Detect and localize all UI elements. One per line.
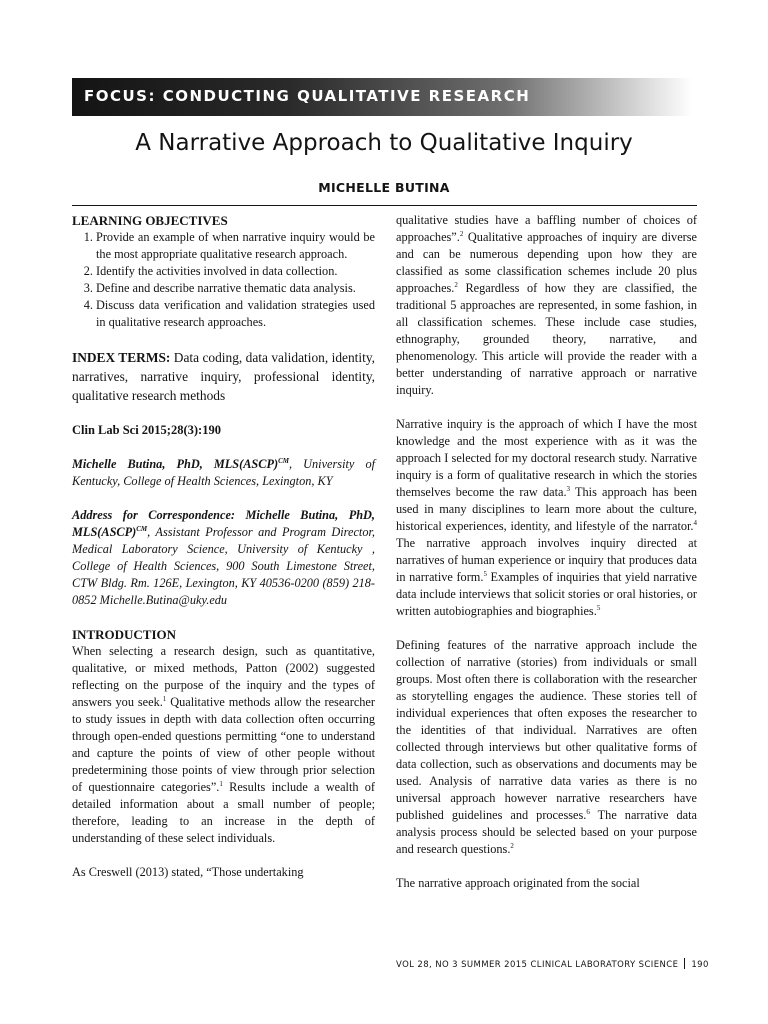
footer-divider <box>684 958 685 969</box>
footnote-ref: 2 <box>459 229 464 238</box>
text-run: The narrative data analysis process should be selected based on your purpose and research questions. <box>396 808 697 856</box>
credential-sup: CM <box>136 524 148 533</box>
page-number: 190 <box>691 960 709 970</box>
list-item: 2. Identify the activities involved in data collection. <box>96 263 375 280</box>
introduction-heading: INTRODUCTION <box>72 627 177 642</box>
footnote-ref: 3 <box>566 484 571 493</box>
text-run: This approach has been used in many disciplines to learn more about the culture, historical experiences, identity, and lifestyle of the narrator. <box>396 485 698 533</box>
journal-issue: VOL 28, NO 3 SUMMER 2015 CLINICAL LABORATORY SCIENCE <box>396 960 679 970</box>
creswell-paragraph: As Creswell (2013) stated, “Those undertaking <box>72 865 304 879</box>
footnote-ref: 2 <box>454 280 458 289</box>
header-rule <box>72 205 697 206</box>
index-terms-label: INDEX TERMS: <box>72 350 171 365</box>
journal-citation: Clin Lab Sci 2015;28(3):190 <box>72 423 221 437</box>
footnote-ref: 5 <box>483 569 487 578</box>
index-terms <box>72 348 375 405</box>
article-title: A Narrative Approach to Qualitative Inquiry <box>135 130 633 156</box>
correspondence-text: , Assistant Professor and Program Director, Medical Laboratory Science, University of Kentucky , College of Health Sciences, 900 South Limestone Street, CTW Bldg. Rm. 126E, Lexington, KY 40536-0200 (859) 218-0852 Michelle.Butina@uky.edu <box>72 525 375 607</box>
footnote-ref: 1 <box>162 694 167 703</box>
body-paragraph <box>396 637 697 858</box>
footnote-ref: 1 <box>219 779 223 788</box>
text-run: qualitative studies have a baffling number of choices of approaches”. <box>396 213 697 244</box>
footnote-ref: 6 <box>586 807 590 816</box>
affiliation-text: , University of Kentucky, College of Health Sciences, Lexington, KY <box>72 457 376 488</box>
footnote-ref: 5 <box>596 603 601 612</box>
text-run: When selecting a research design, such as quantitative, qualitative, or mixed methods, Patton (2002) suggested reflecting on the purpose of the inquiry and the types of answers you seek. <box>72 644 375 709</box>
author-affiliation <box>72 456 375 490</box>
footnote-ref: 4 <box>693 518 697 527</box>
footnote-ref: 2 <box>510 841 514 850</box>
left-column <box>72 212 375 881</box>
author-name: MICHELLE BUTINA <box>318 180 450 195</box>
text-run: Examples of inquiries that yield narrative data include interviews that solicit stories or oral histories, or written autobiographies and biographies. <box>396 570 697 618</box>
right-column <box>396 212 697 892</box>
objectives-heading: LEARNING OBJECTIVES <box>72 213 228 228</box>
text-run: Narrative inquiry is the approach of which I have the most knowledge and the most experience with as it was the approach I selected for my doctoral research study. Narrative inquiry is a form of qualitative research in which the stories themselves become the raw data. <box>396 417 697 499</box>
correspondence-label: Address for Correspondence: Michelle Butina, PhD, MLS(ASCP) <box>72 508 375 539</box>
banner-text: FOCUS: CONDUCTING QUALITATIVE RESEARCH <box>84 87 531 105</box>
introduction-paragraph <box>72 643 375 847</box>
text-run: Qualitative approaches of inquiry are diverse and can be numerous depending upon how they are classified as some classification schemes include 20 plus approaches. <box>396 230 697 295</box>
page-footer <box>396 958 709 970</box>
body-paragraph <box>396 212 697 399</box>
text-run: Qualitative methods allow the researcher to study issues in depth with data collection often occurring through open-ended questions permitting “one to understand and capture the points of view of other people without predetermining those points of view through prior selection of questionnaire categories”. <box>72 695 375 794</box>
body-paragraph <box>396 416 697 620</box>
body-paragraph: The narrative approach originated from the social <box>396 876 640 890</box>
section-banner <box>72 78 692 116</box>
credential-sup: CM <box>278 456 289 465</box>
index-terms-text: Data coding, data validation, identity, narratives, narrative inquiry, professional identity, qualitative research methods <box>72 350 375 403</box>
affiliation-name: Michelle Butina, PhD, MLS(ASCP) <box>72 457 279 471</box>
text-run: Results include a wealth of detailed information about a small number of people; therefore, leading to an increase in the depth of understanding of these select individuals. <box>72 780 376 845</box>
text-run: Defining features of the narrative approach include the collection of narrative (stories) from individuals or small groups. Most often there is collaboration with the researcher as storytelling engages the audience. These stories tell of individual experiences that often exposes the researcher to the identities of that individual. Narratives are often collected through interviews but other qualitative forms of data collection, such as observations and documents may be used. Analysis of narrative data varies as there is no universal approach however narrative researchers have published guidelines and processes. <box>396 638 697 822</box>
list-item: 3. Define and describe narrative thematic data analysis. <box>96 280 375 297</box>
list-item: 4. Discuss data verification and validation strategies used in qualitative research approaches. <box>96 297 375 331</box>
list-item: 1. Provide an example of when narrative inquiry would be the most appropriate qualitative research approach. <box>96 229 375 263</box>
objectives-list <box>72 229 375 331</box>
text-run: The narrative approach involves inquiry directed at narratives of human experience or inquiry that produces data in narrative form. <box>396 536 697 584</box>
correspondence-address <box>72 507 375 609</box>
text-run: Regardless of how they are classified, the traditional 5 approaches are represented, in some fashion, in all classification schemes. These include case studies, ethnography, grounded theory, narrative, and phenomenology. This article will provide the reader with a better understanding of narrative approach or narrative inquiry. <box>396 281 697 397</box>
